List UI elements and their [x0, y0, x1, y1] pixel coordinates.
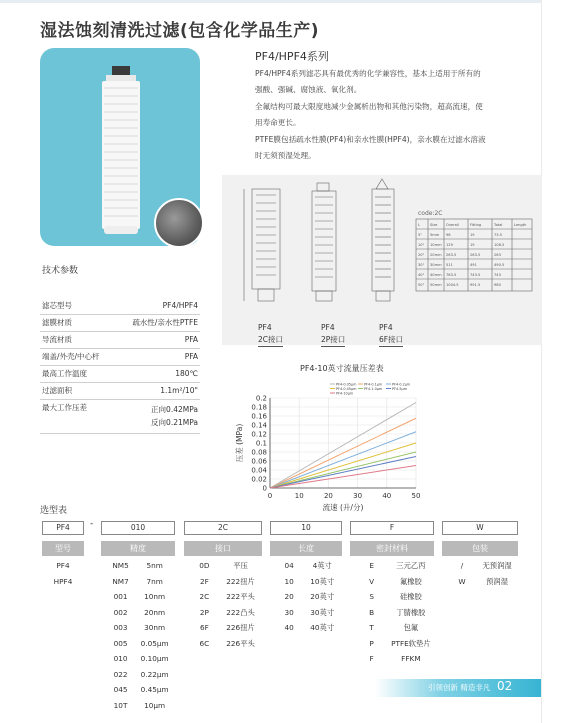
spec-key: 滤膜材质	[42, 318, 72, 327]
spec-key: 滤芯型号	[42, 301, 72, 310]
dim-table-cell: 743.5	[470, 273, 481, 277]
dim-table-header: Overall	[446, 223, 459, 227]
selection-code: 010	[113, 654, 128, 663]
selection-code: PF4	[56, 561, 70, 570]
dim-table-header: Length	[514, 223, 527, 227]
x-tick-label: 10	[294, 492, 304, 500]
spec-row	[40, 366, 200, 383]
desc-line-3: 全氟结构可最大限度地减少金属析出物和其他污染物，超高流速，使	[255, 102, 483, 111]
selection-code: NM7	[112, 576, 129, 586]
spec-row-pressure	[40, 400, 200, 434]
series-line	[270, 403, 416, 489]
specs-heading: 技术参数	[42, 266, 79, 276]
dim-table-cell: 5"	[418, 233, 422, 237]
selection-code: 001	[113, 592, 128, 601]
selection-desc: 预润湿	[486, 576, 509, 586]
selection-code: F	[369, 654, 374, 663]
selection-desc: 无预润湿	[482, 561, 512, 570]
selection-desc: 40英寸	[310, 623, 335, 632]
series-line	[270, 432, 416, 488]
legend-label: PF4-0.05μm	[336, 382, 357, 387]
dim-table-cell: 511	[446, 263, 453, 267]
drawing-label-1-port: 2C接口	[258, 334, 283, 347]
selection-code: 022	[113, 669, 128, 679]
selection-code: /	[460, 561, 464, 570]
spec-key: 端盖/外壳/中心杆	[42, 352, 100, 361]
y-tick-label: 0.06	[251, 457, 267, 466]
selection-code: T	[369, 623, 374, 632]
dim-table-cell: 5mm	[430, 233, 440, 237]
selection-code: S	[369, 592, 374, 601]
drawing-label-2-port: 2P接口	[321, 334, 345, 347]
spec-key: 最大工作压差	[42, 403, 87, 412]
dim-table-cell: 40mm	[430, 273, 442, 277]
selection-desc: 10μm	[144, 700, 166, 710]
dim-table-header: Total	[494, 223, 503, 227]
selection-code: 6C	[199, 638, 210, 648]
series-title: PF4/HPF4系列	[255, 50, 329, 63]
spec-row	[40, 298, 200, 315]
code-box-port: 2C	[184, 521, 262, 535]
selection-code: 2F	[199, 576, 209, 586]
dim-table-cell: 490.5	[494, 263, 505, 267]
legend-label: PF4-0.2μm	[392, 382, 411, 387]
dim-table-cell: 1004.5	[446, 283, 459, 287]
spec-key: 过滤面积	[42, 386, 72, 395]
selection-code: 0D	[199, 561, 210, 570]
spec-value: 180℃	[175, 369, 198, 378]
technical-drawing	[222, 175, 542, 345]
spec-row	[40, 349, 200, 366]
spec-row	[40, 383, 200, 400]
code-box-precision: 010	[101, 521, 175, 535]
dim-table-cell: 263.5	[470, 253, 481, 257]
selection-desc: 222凸头	[226, 607, 255, 617]
spec-key: 最高工作温度	[42, 369, 87, 378]
x-tick-label: 20	[323, 492, 333, 500]
selection-code: P	[369, 638, 374, 648]
dim-table-cell: 129	[446, 243, 453, 247]
selection-code: 2P	[199, 607, 209, 617]
y-tick-label: 0.2	[255, 394, 267, 403]
legend-label: PF4-0.45μm	[336, 386, 357, 391]
footer-slogan: 引领创新 精造非凡	[428, 683, 491, 692]
spec-key: 导流材质	[42, 335, 72, 344]
dim-table-cell: 19	[470, 233, 475, 237]
spec-value: PF4/HPF4	[162, 301, 198, 310]
dim-table-header: Size	[430, 223, 438, 227]
dim-table-cell: 263.5	[446, 253, 457, 257]
col-head-packaging: 包装	[442, 541, 518, 556]
selection-desc: 30英寸	[310, 607, 335, 617]
selection-code: V	[369, 576, 375, 586]
dim-table-cell: 20"	[418, 253, 425, 257]
x-tick-label: 30	[353, 492, 363, 500]
col-head-model: 型号	[42, 541, 84, 556]
selection-desc: 20英寸	[310, 592, 335, 601]
series-line	[270, 418, 416, 488]
chart-title: PF4-10英寸流量压差表	[300, 364, 384, 373]
col-head-length: 长度	[270, 541, 342, 556]
page-title: 湿法蚀刻清洗过滤(包含化学品生产)	[40, 21, 320, 41]
col-head-seal: 密封材料	[350, 541, 434, 556]
selection-title: 选型表	[40, 506, 68, 516]
spec-value: 1.1m²/10"	[160, 386, 198, 395]
selection-desc: 氟橡胶	[399, 576, 422, 586]
selection-desc: 10英寸	[310, 576, 335, 586]
selection-code: 003	[113, 623, 128, 632]
series-line	[270, 443, 416, 488]
dim-table-cell: 743	[494, 273, 501, 277]
selection-desc: 30nm	[144, 623, 166, 632]
selection-desc: 20nm	[144, 607, 166, 617]
dim-table-cell: 30"	[418, 263, 425, 267]
code-box-packaging: W	[442, 521, 518, 535]
desc-line-4: 用寿命更长。	[255, 118, 301, 127]
x-tick-label: 0	[267, 492, 273, 500]
top-divider	[0, 0, 585, 3]
selection-code: 10T	[113, 700, 128, 710]
dim-table-cell: 96	[446, 233, 451, 237]
desc-line-6: 时无须预湿处理。	[255, 151, 316, 160]
selection-desc: 5nm	[146, 561, 163, 570]
selection-code: 10	[284, 576, 294, 586]
pressure-drop-chart	[230, 372, 430, 522]
selection-code: B	[369, 607, 375, 617]
selection-code: E	[369, 561, 374, 570]
selection-code: 30	[284, 607, 294, 617]
y-tick-label: 0.16	[251, 412, 267, 421]
legend-label: PF4-1.0μm	[364, 386, 383, 391]
code-dash: -	[90, 519, 94, 529]
y-tick-label: 0.08	[251, 448, 267, 457]
selection-desc: 4英寸	[312, 561, 332, 570]
right-margin-band	[541, 0, 585, 723]
x-tick-label: 40	[382, 492, 392, 500]
technical-drawing-panel	[222, 175, 542, 345]
y-tick-label: 0.1	[255, 439, 267, 448]
dim-table-cell: 10mm	[430, 243, 442, 247]
drawing-label-3-model: PF4	[379, 323, 393, 332]
selection-desc: 10nm	[144, 592, 166, 601]
dim-table-cell: 10"	[418, 243, 425, 247]
selection-code: 002	[113, 607, 128, 617]
y-tick-label: 0.02	[251, 475, 267, 484]
selection-desc: 0.22μm	[140, 669, 169, 679]
drawing-label-1-model: PF4	[258, 323, 272, 332]
drawing-label-2-model: PF4	[321, 323, 335, 332]
selection-desc: 硅橡胶	[399, 592, 422, 601]
selection-code: HPF4	[53, 576, 73, 586]
dim-table-cell: 73.5	[494, 233, 503, 237]
dim-table-cell: 40"	[418, 273, 425, 277]
selection-desc: 0.45μm	[140, 685, 169, 694]
dim-table-cell: 263	[494, 253, 501, 257]
selection-desc: 三元乙丙	[396, 561, 426, 570]
dim-table-cell: 20mm	[430, 253, 442, 257]
selection-desc: 222平头	[226, 592, 255, 601]
dim-table-header: Fitting	[470, 223, 482, 227]
dim-table-title: code:2C	[418, 210, 443, 217]
filter-cartridge-image	[96, 66, 146, 234]
spec-value: PFA	[184, 352, 198, 361]
desc-line-1: PF4/HPF4系列滤芯具有最优秀的化学兼容性，基本上适用于所有的	[255, 69, 481, 78]
code-box-length: 10	[270, 521, 342, 535]
selection-desc: 0.05μm	[140, 638, 169, 648]
selection-desc: 0.10μm	[140, 654, 169, 663]
spec-row	[40, 315, 200, 332]
selection-code: W	[458, 576, 466, 586]
pressure-reverse: 反向0.21MPa	[151, 418, 198, 427]
drawing-label-2	[321, 322, 345, 347]
selection-code: 20	[284, 592, 294, 601]
selection-desc: 226平头	[226, 638, 255, 648]
membrane-closeup-image	[154, 198, 204, 248]
selection-desc: 226扭片	[226, 623, 255, 632]
spec-row	[40, 332, 200, 349]
legend-label: PF4-0.1μm	[364, 382, 383, 387]
y-tick-label: 0	[262, 484, 267, 493]
selection-desc: 平压	[233, 561, 248, 570]
dim-table-cell: 30mm	[430, 263, 442, 267]
drawing-label-1	[258, 322, 283, 347]
selection-desc: 包氟	[403, 623, 419, 632]
selection-code: 6F	[199, 623, 209, 632]
selection-code: NM5	[112, 561, 129, 570]
dim-table-cell: 763.5	[446, 273, 457, 277]
desc-line-5: PTFE膜包括疏水性膜(PF4)和亲水性膜(HPF4)，亲水膜在过滤水溶液	[255, 135, 486, 144]
spec-value: 疏水性/亲水性PTFE	[132, 318, 198, 327]
selection-code: 005	[113, 638, 128, 648]
selection-code: 04	[284, 561, 294, 570]
code-box-model: PF4	[42, 521, 84, 535]
col-head-port: 接口	[184, 541, 262, 556]
spec-value-pressure	[151, 403, 198, 429]
dim-table-cell: 991.5	[470, 283, 481, 287]
dim-table-cell: 50mm	[430, 283, 442, 287]
spec-value: PFA	[184, 335, 198, 344]
selection-code: 40	[284, 623, 294, 632]
x-axis-label: 流速 (升/分)	[322, 503, 364, 512]
code-box-seal: F	[350, 521, 434, 535]
col-head-precision: 精度	[101, 541, 175, 556]
y-axis-label: 压差 (MPa)	[235, 423, 244, 463]
selection-code: 2C	[199, 592, 210, 601]
y-tick-label: 0.18	[251, 403, 267, 412]
selection-desc: 7nm	[146, 576, 163, 586]
selection-code: 045	[113, 685, 128, 694]
y-tick-label: 0.12	[251, 430, 267, 439]
series-line	[270, 466, 416, 489]
y-tick-label: 0.04	[251, 466, 267, 475]
dim-table-header: L	[418, 223, 421, 227]
pressure-forward: 正向0.42MPa	[151, 405, 198, 414]
selection-desc: 222扭片	[226, 576, 255, 586]
y-tick-label: 0.14	[251, 421, 267, 430]
x-tick-label: 50	[411, 492, 421, 500]
dim-table-cell: 50"	[418, 283, 425, 287]
dim-table-cell: 19	[470, 243, 475, 247]
selection-desc: PTFE软垫片	[391, 638, 431, 648]
legend-label: PF4-10μm	[336, 391, 354, 396]
dim-table-cell: 108.5	[494, 243, 505, 247]
dim-table-cell: 980	[494, 283, 501, 287]
specs-table	[40, 298, 200, 434]
desc-line-2: 强酸、强碱、腐蚀液、氧化剂。	[255, 85, 362, 94]
legend-label: PF4-5μm	[392, 386, 407, 391]
selection-desc: FFKM	[401, 654, 421, 663]
selection-desc: 丁腈橡胶	[396, 607, 426, 617]
drawing-label-3	[379, 322, 403, 347]
drawing-label-3-port: 6F接口	[379, 334, 403, 347]
dim-table-cell: 491	[470, 263, 477, 267]
page-number: 02	[497, 679, 513, 693]
